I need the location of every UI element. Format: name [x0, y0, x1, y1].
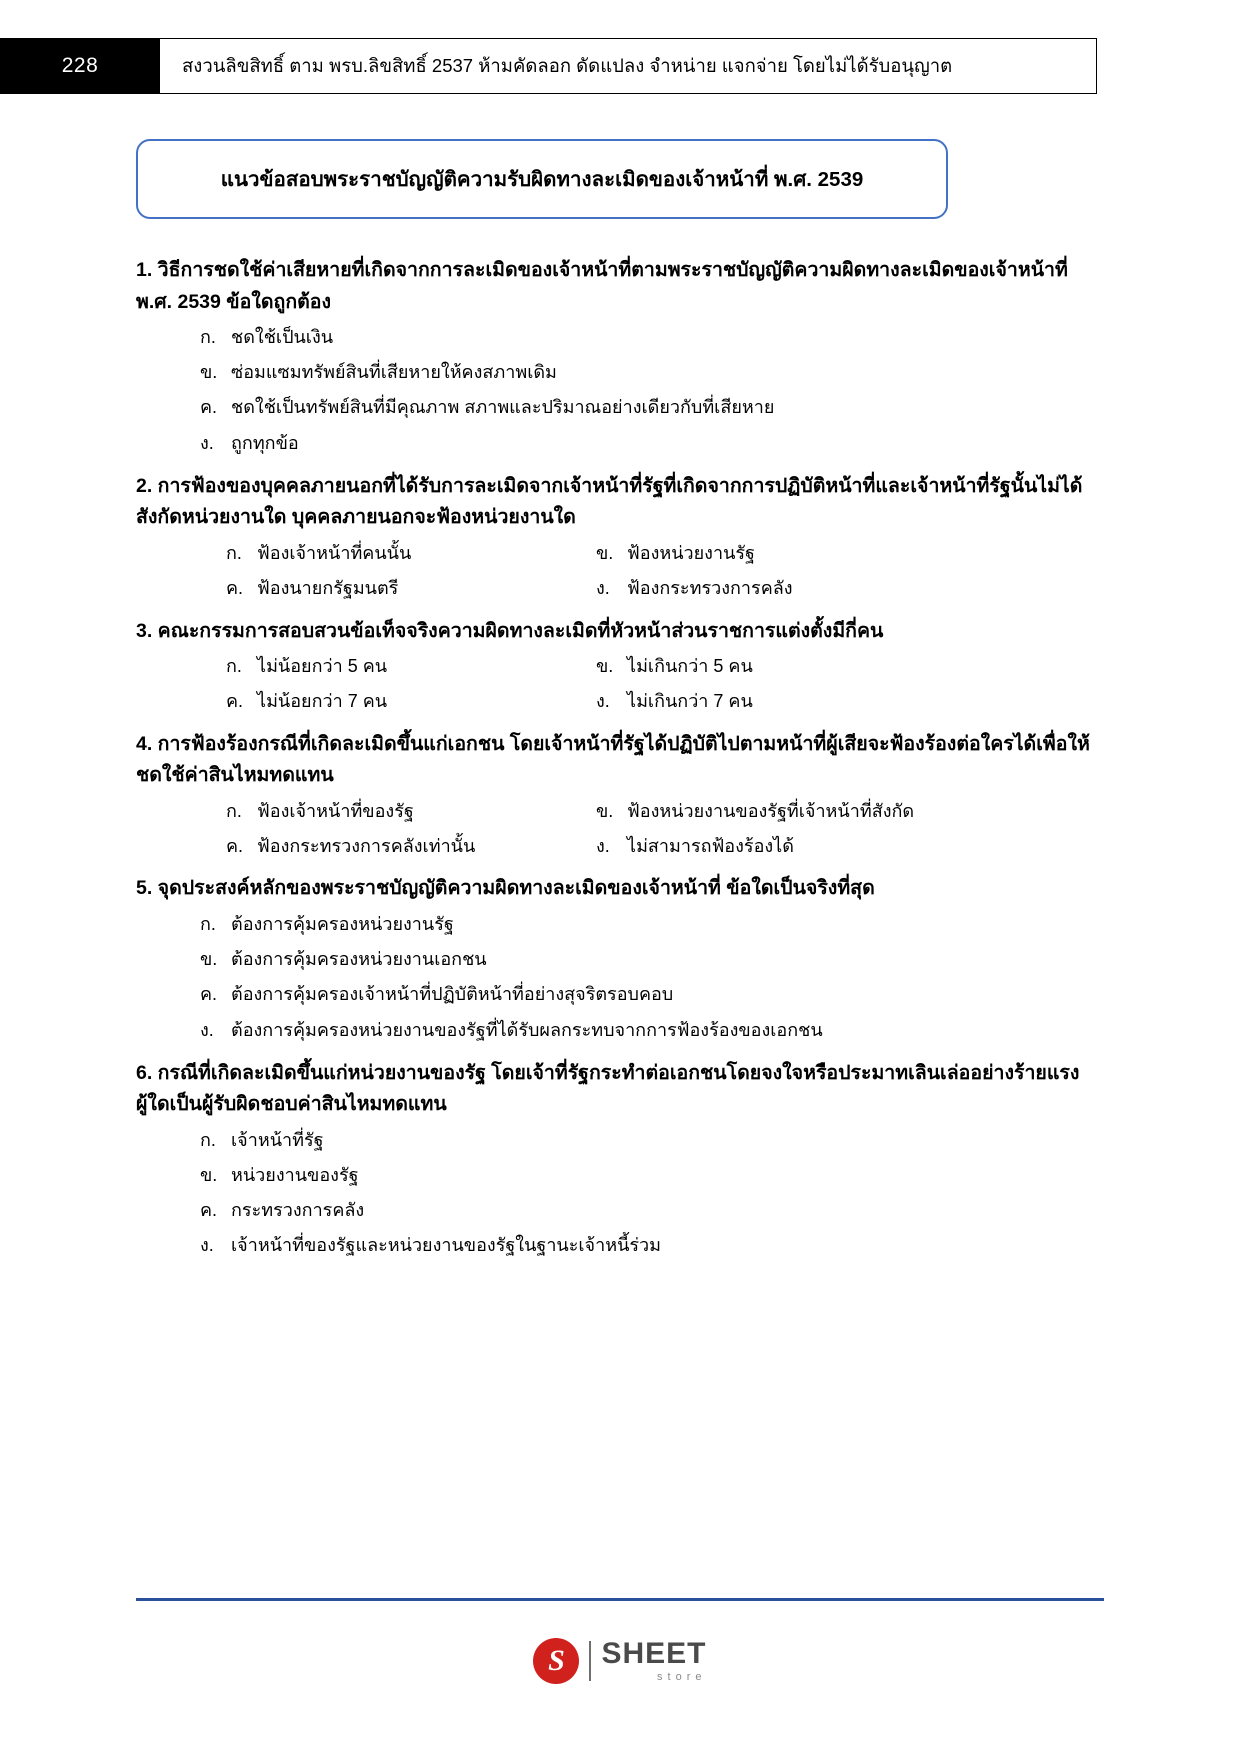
question-item: [136, 255, 1136, 461]
choice-text: ชดใช้เป็นทรัพย์สินที่มีคุณภาพ สภาพและปริมาณอย่างเดียวกับที่เสียหาย: [231, 397, 775, 418]
choice-group: [136, 536, 1136, 606]
choice-option[interactable]: [200, 1228, 1136, 1263]
choice-option[interactable]: [200, 426, 1136, 461]
choice-option[interactable]: [200, 1193, 1136, 1228]
choice-label: ค.: [200, 397, 218, 418]
choice-text: ไม่น้อยกว่า 5 คน: [257, 656, 388, 677]
choice-text: ไม่สามารถฟ้องร้องได้: [627, 835, 794, 856]
choice-option[interactable]: [596, 797, 914, 826]
question-list: [136, 255, 1136, 1273]
choice-group: [136, 1123, 1136, 1264]
choice-option[interactable]: [596, 574, 793, 603]
choice-option[interactable]: [200, 977, 1136, 1012]
question-item: [136, 873, 1136, 1047]
choice-option[interactable]: [596, 687, 753, 716]
question-item: [136, 729, 1136, 864]
choice-text: ฟ้องหน่วยงานของรัฐที่เจ้าหน้าที่สังกัด: [627, 800, 915, 821]
question-stem: 2. การฟ้องของบุคคลภายนอกที่ได้รับการละเมิดจากเจ้าหน้าที่รัฐที่เกิดจากการปฏิบัติหน้าที่และเจ้าหน้าที่รัฐนั้นไม่ได้สังกัดหน่วยงานใด บุคคลภายนอกจะฟ้องหน่วยงานใด: [136, 474, 1083, 529]
choice-text: ต้องการคุ้มครองหน่วยงานเอกชน: [231, 949, 487, 970]
logo-divider: [589, 1641, 591, 1681]
logo-sub-text: store: [657, 1671, 707, 1683]
choice-option[interactable]: [226, 832, 596, 861]
choice-option[interactable]: [226, 652, 596, 681]
choice-label: ข.: [596, 656, 614, 677]
choice-label: ก.: [226, 800, 242, 821]
choice-label: ง.: [596, 690, 610, 711]
choice-label: ง.: [200, 1235, 214, 1256]
logo-wordmark: [601, 1639, 706, 1683]
question-item: [136, 616, 1136, 719]
question-stem: 1. วิธีการชดใช้ค่าเสียหายที่เกิดจากการละเมิดของเจ้าหน้าที่ตามพระราชบัญญัติความผิดทางละเมิดของเจ้าหน้าที่ พ.ศ. 2539 ข้อใดถูกต้อง: [136, 259, 1068, 313]
choice-text: ฟ้องหน่วยงานรัฐ: [627, 542, 755, 563]
choice-label: ง.: [200, 1019, 214, 1040]
question-stem: 6. กรณีที่เกิดละเมิดขึ้นแก่หน่วยงานของรัฐ โดยเจ้าที่รัฐกระทำต่อเอกชนโดยจงใจหรือประมาทเลินเล่ออย่างร้ายแรง ผู้ใดเป็นผู้รับผิดชอบค่าสินไหมทดแทน: [136, 1061, 1080, 1116]
choice-label: ค.: [226, 577, 244, 598]
choice-group: [136, 794, 1136, 864]
choice-label: ข.: [596, 800, 614, 821]
choice-text: ต้องการคุ้มครองเจ้าหน้าที่ปฏิบัติหน้าที่อย่างสุจริตรอบคอบ: [231, 984, 674, 1005]
choice-text: เจ้าหน้าที่ของรัฐและหน่วยงานของรัฐในฐานะเจ้าหนี้ร่วม: [231, 1235, 662, 1256]
choice-option[interactable]: [226, 687, 596, 716]
choice-row: [136, 536, 1136, 571]
choice-group: [136, 907, 1136, 1048]
choice-label: ก.: [226, 656, 242, 677]
choice-label: ก.: [226, 542, 242, 563]
choice-label: ข.: [200, 1164, 218, 1185]
choice-option[interactable]: [200, 1013, 1136, 1048]
footer-logo: [0, 1638, 1240, 1684]
choice-option[interactable]: [200, 320, 1136, 355]
sheet-logo-icon: S: [533, 1638, 579, 1684]
choice-option[interactable]: [226, 797, 596, 826]
choice-label: ค.: [226, 835, 244, 856]
choice-group: [136, 320, 1136, 461]
question-stem: 4. การฟ้องร้องกรณีที่เกิดละเมิดขึ้นแก่เอกชน โดยเจ้าหน้าที่รัฐได้ปฏิบัติไปตามหน้าที่ผู้เสียจะฟ้องร้องต่อใครได้เพื่อให้ชดใช้ค่าสินไหมทดแทน: [136, 732, 1090, 787]
choice-row: [136, 684, 1136, 719]
page-header: [0, 38, 1240, 94]
choice-text: หน่วยงานของรัฐ: [231, 1164, 359, 1185]
exam-title-box: [136, 139, 948, 219]
choice-text: ต้องการคุ้มครองหน่วยงานรัฐ: [231, 914, 454, 935]
choice-text: ไม่เกินกว่า 5 คน: [627, 656, 753, 677]
choice-text: ฟ้องเจ้าหน้าที่คนนั้น: [257, 542, 412, 563]
choice-text: ฟ้องนายกรัฐมนตรี: [257, 577, 399, 598]
choice-text: ถูกทุกข้อ: [231, 432, 299, 453]
choice-text: ซ่อมแซมทรัพย์สินที่เสียหายให้คงสภาพเดิม: [231, 362, 557, 383]
choice-label: ง.: [596, 577, 610, 598]
choice-label: ก.: [200, 327, 216, 348]
choice-row: [136, 649, 1136, 684]
choice-label: ข.: [596, 542, 614, 563]
page-number: 228: [0, 38, 160, 94]
choice-option[interactable]: [226, 574, 596, 603]
choice-option[interactable]: [200, 907, 1136, 942]
footer-divider: [136, 1598, 1104, 1601]
choice-row: [136, 794, 1136, 829]
question-stem: 5. จุดประสงค์หลักของพระราชบัญญัติความผิดทางละเมิดของเจ้าหน้าที่ ข้อใดเป็นจริงที่สุด: [136, 877, 875, 900]
choice-row: [136, 829, 1136, 864]
copyright-notice: สงวนลิขสิทธิ์ ตาม พรบ.ลิขสิทธิ์ 2537 ห้ามคัดลอก ดัดแปลง จำหน่าย แจกจ่าย โดยไม่ได้รับอนุญาต: [160, 38, 1097, 94]
choice-text: ฟ้องกระทรวงการคลังเท่านั้น: [257, 835, 476, 856]
question-item: [136, 471, 1136, 606]
choice-text: ฟ้องกระทรวงการคลัง: [627, 577, 793, 598]
choice-option[interactable]: [200, 1158, 1136, 1193]
choice-option[interactable]: [200, 942, 1136, 977]
choice-row: [136, 571, 1136, 606]
choice-option[interactable]: [596, 832, 794, 861]
choice-option[interactable]: [200, 1123, 1136, 1158]
choice-label: ก.: [200, 914, 216, 935]
choice-label: ก.: [200, 1129, 216, 1150]
choice-label: ค.: [200, 1200, 218, 1221]
choice-text: ไม่เกินกว่า 7 คน: [627, 690, 753, 711]
choice-label: ข.: [200, 949, 218, 970]
choice-text: ไม่น้อยกว่า 7 คน: [257, 690, 388, 711]
choice-text: ฟ้องเจ้าหน้าที่ของรัฐ: [257, 800, 414, 821]
choice-text: เจ้าหน้าที่รัฐ: [231, 1129, 324, 1150]
choice-text: ชดใช้เป็นเงิน: [231, 327, 334, 348]
choice-label: ข.: [200, 362, 218, 383]
question-item: [136, 1058, 1136, 1264]
choice-option[interactable]: [200, 390, 1136, 425]
choice-label: ง.: [200, 432, 214, 453]
choice-group: [136, 649, 1136, 719]
choice-label: ค.: [200, 984, 218, 1005]
choice-label: ค.: [226, 690, 244, 711]
choice-option[interactable]: [596, 652, 753, 681]
choice-text: ต้องการคุ้มครองหน่วยงานของรัฐที่ได้รับผลกระทบจากการฟ้องร้องของเอกชน: [231, 1019, 823, 1040]
page-title: แนวข้อสอบพระราชบัญญัติความรับผิดทางละเมิดของเจ้าหน้าที่ พ.ศ. 2539: [220, 167, 864, 191]
choice-option[interactable]: [596, 539, 755, 568]
choice-option[interactable]: [200, 355, 1136, 390]
choice-text: กระทรวงการคลัง: [231, 1200, 365, 1221]
logo-main-text: SHEET: [601, 1637, 707, 1670]
choice-option[interactable]: [226, 539, 596, 568]
question-stem: 3. คณะกรรมการสอบสวนข้อเท็จจริงความผิดทางละเมิดที่หัวหน้าส่วนราชการแต่งตั้งมีกี่คน: [136, 619, 884, 642]
choice-label: ง.: [596, 835, 610, 856]
